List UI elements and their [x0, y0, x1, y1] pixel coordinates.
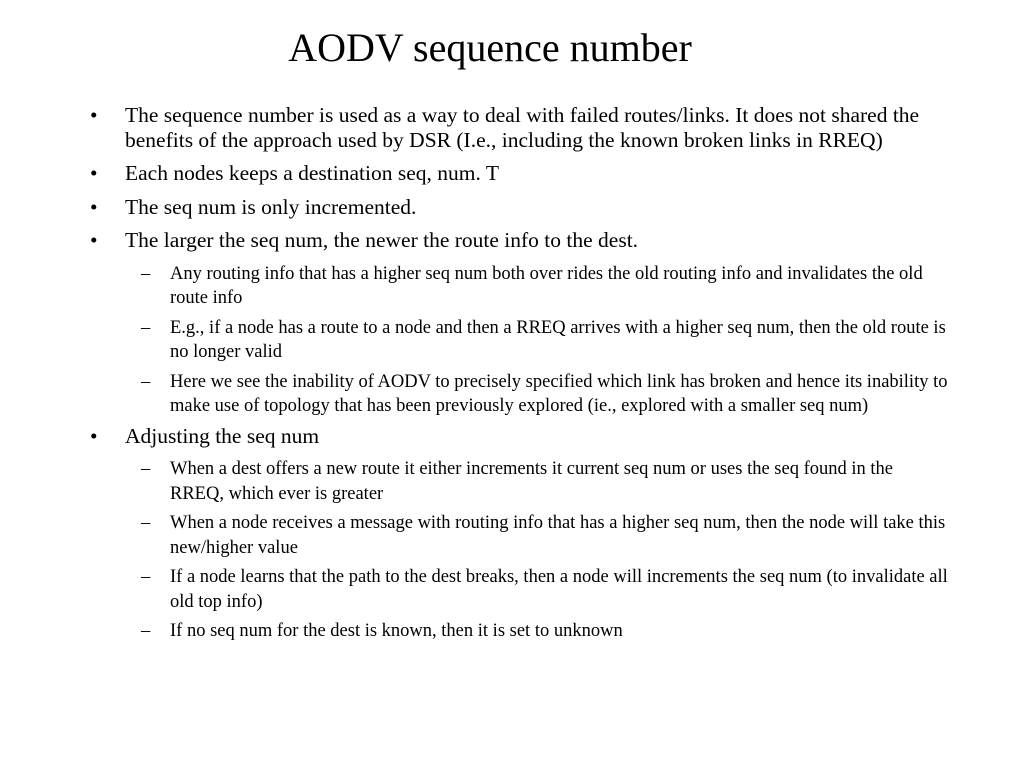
sub-bullet-text: If a node learns that the path to the dest breaks, then a node will increments the seq num (to invalidate all old top info): [170, 567, 948, 612]
sub-bullet-text: Here we see the inability of AODV to precisely specified which link has broken and hence its inability to make use of topology that has been previously explored (ie., explored with a smaller seq num): [170, 371, 948, 416]
bullet-marker: •: [90, 194, 98, 219]
sub-bullet-item: [135, 511, 950, 560]
bullet-marker: •: [90, 228, 98, 252]
bullet-item: [90, 161, 950, 186]
sub-bullet-item: [135, 262, 950, 311]
bullet-item: [90, 424, 950, 449]
sub-bullet-text: When a dest offers a new route it either increments it current seq num or uses the seq found in the RREQ, which ever is greater: [170, 459, 893, 504]
sub-bullet-text: If no seq num for the dest is known, then it is set to unknown: [170, 621, 623, 641]
bullet-marker: •: [90, 423, 98, 448]
sub-bullet-item: [135, 565, 950, 614]
sub-bullet-text: E.g., if a node has a route to a node and then a RREQ arrives with a higher seq num, then the old route is no longer valid: [170, 317, 946, 362]
slide-title: AODV sequence number: [288, 25, 692, 70]
sub-bullet-item: [135, 457, 950, 506]
bullet-item: [90, 228, 950, 253]
dash-marker: –: [141, 263, 151, 284]
bullet-text: The seq num is only incremented.: [125, 194, 417, 219]
dash-marker: –: [141, 567, 151, 587]
bullet-marker: •: [90, 103, 98, 127]
dash-marker: –: [141, 621, 151, 641]
bullet-text: Each nodes keeps a destination seq, num. T: [125, 161, 499, 185]
dash-marker: –: [141, 459, 151, 479]
bullet-list: [90, 103, 950, 649]
dash-marker: –: [141, 513, 151, 533]
bullet-item: [90, 195, 950, 220]
dash-marker: –: [141, 317, 151, 338]
bullet-marker: •: [90, 161, 98, 185]
sub-bullet-text: Any routing info that has a higher seq num both over rides the old routing info and invalidates the old route info: [170, 263, 923, 308]
sub-bullet-item: [135, 370, 950, 419]
sub-bullet-item: [135, 316, 950, 365]
bullet-text: Adjusting the seq num: [125, 423, 320, 448]
sub-bullet-text: When a node receives a message with routing info that has a higher seq num, then the node will take this new/higher value: [170, 513, 946, 558]
bullet-text: The sequence number is used as a way to deal with failed routes/links. It does not shared the benefits of the approach used by DSR (I.e., including the known broken links in RREQ): [125, 103, 920, 152]
sub-bullet-item: [135, 619, 950, 644]
bullet-text: The larger the seq num, the newer the route info to the dest.: [125, 228, 639, 252]
dash-marker: –: [141, 371, 151, 392]
bullet-item: [90, 103, 950, 152]
